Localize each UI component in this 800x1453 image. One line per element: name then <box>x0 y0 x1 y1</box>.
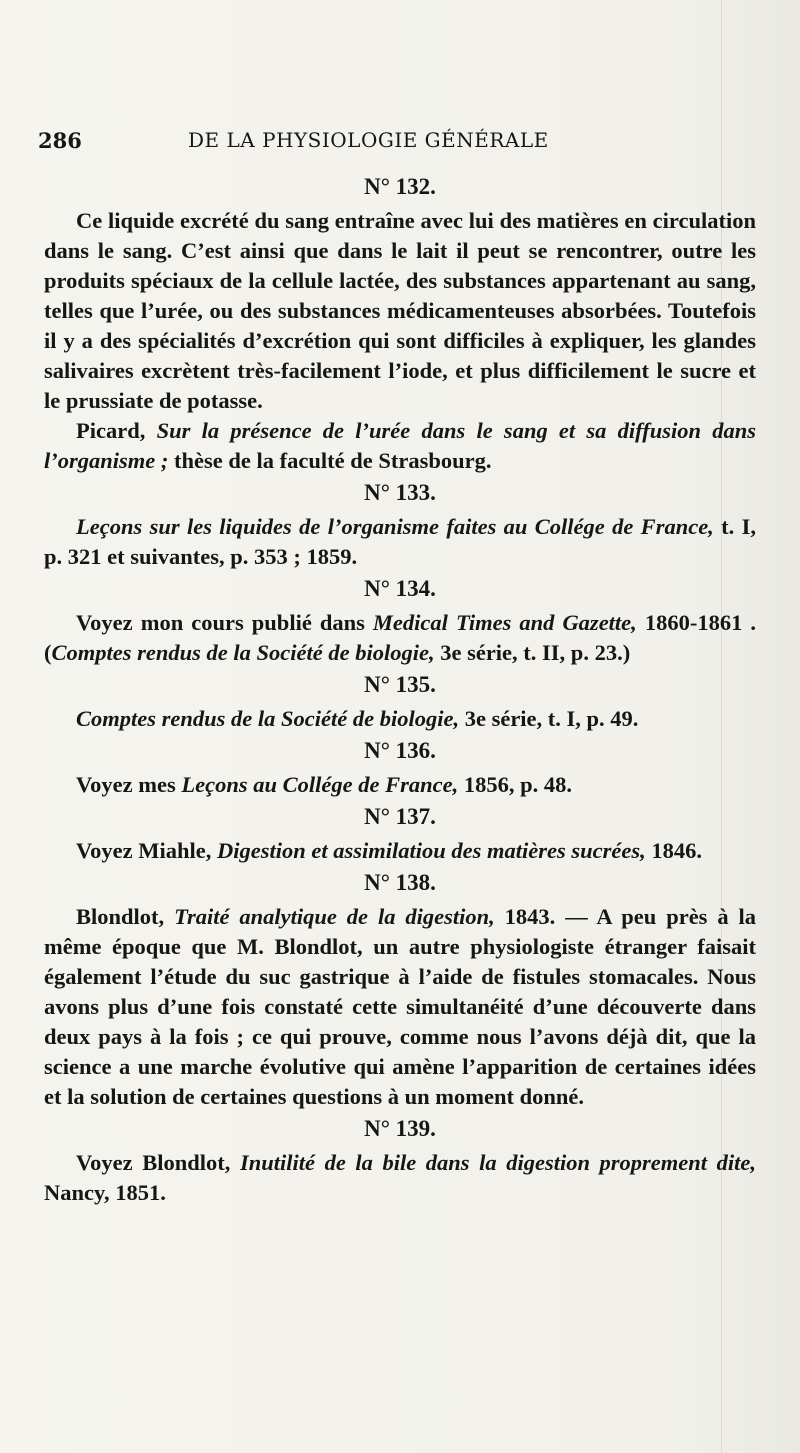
body-text: Blondlot, <box>76 904 175 929</box>
body-text: 1856, p. 48. <box>458 772 573 797</box>
body-text: t. I, p. 321 et suivantes, p. 353 ; 1859. <box>44 514 757 569</box>
body-text: thèse de la faculté de Strasbourg. <box>168 448 492 473</box>
entry-number: N° 139. <box>364 1116 436 1141</box>
entry-number: N° 138. <box>364 870 436 895</box>
entry-number: N° 136. <box>364 738 436 763</box>
body-text: Voyez Blondlot, <box>76 1150 240 1175</box>
entry-number: N° 132. <box>364 174 436 199</box>
entry-paragraph <box>44 1148 756 1208</box>
entry-paragraph <box>44 416 756 476</box>
italic-title-text: Comptes rendus de la Société de biologie, <box>51 640 435 665</box>
italic-title-text: Comptes rendus de la Société de biologie, <box>76 706 460 731</box>
running-title: DE LA PHYSIOLOGIE GÉNÉRALE <box>188 128 549 152</box>
body-text: 1843. — A peu près à la même époque que M. Blondlot, un autre physiologiste étranger faisait également l’étude du suc gastrique à l’aide de fistules stomacales. Nous avons plus d’une fois constaté cette simultanéité d’une découverte dans deux pays à la fois ; ce qui prouve, comme nous l’avons déjà dit, que la science a une marche évolutive qui amène l’apparition de certaines idées et la solution de certaines questions à un moment donné. <box>44 904 757 1109</box>
entry-paragraph <box>44 206 756 416</box>
entry-paragraph <box>44 770 756 800</box>
italic-title-text: Sur la présence de l’urée dans le sang et sa diffusion dans l’organisme ; <box>44 418 756 473</box>
page-header <box>38 128 638 160</box>
body-text: Picard, <box>76 418 157 443</box>
body-text: Voyez mon cours publié dans <box>76 610 373 635</box>
entry-paragraph <box>44 836 756 866</box>
entry-paragraph <box>44 512 756 572</box>
italic-title-text: Digestion et assimilatiou des matières sucrées, <box>217 838 646 863</box>
italic-title-text: Traité analytique de la digestion, <box>174 904 495 929</box>
body-text: 3e série, t. I, p. 49. <box>459 706 639 731</box>
body-text: Voyez Miahle, <box>76 838 218 863</box>
italic-title-text: Leçons au Collége de France, <box>181 772 459 797</box>
body-text: 1846. <box>645 838 703 863</box>
body-text: 1860-1861 . ( <box>44 610 756 665</box>
italic-title-text: Leçons sur les liquides de l’organisme faites au Collége de France, <box>76 514 714 539</box>
body-text: Nancy, 1851. <box>44 1180 166 1205</box>
italic-title-text: Medical Times and Gazette, <box>372 610 637 635</box>
page-number: 286 <box>38 128 82 153</box>
entry-paragraph <box>44 608 756 668</box>
entry-number: N° 134. <box>364 576 436 601</box>
italic-title-text: Inutilité de la bile dans la digestion proprement dite, <box>239 1150 756 1175</box>
page-body <box>44 170 756 1208</box>
entry-paragraph <box>44 704 756 734</box>
body-text: Voyez mes <box>76 772 182 797</box>
entry-number: N° 137. <box>364 804 436 829</box>
body-text: Ce liquide excrété du sang entraîne avec lui des matières en circulation dans le sang. C’est ainsi que dans le lait il peut se rencontrer, outre les produits spéciaux de la cellule lactée, des substances appartenant au sang, telles que l’urée, ou des substances médicamenteuses absorbées. Toutefois il y a des spécialités d’excrétion qui sont difficiles à expliquer, les glandes salivaires excrètent très-facilement l’iode, et plus difficilement le sucre et le prussiate de potasse. <box>44 208 756 413</box>
entry-number: N° 133. <box>364 480 436 505</box>
body-text: 3e série, t. II, p. 23.) <box>434 640 631 665</box>
entry-paragraph <box>44 902 756 1112</box>
entry-number: N° 135. <box>364 672 436 697</box>
